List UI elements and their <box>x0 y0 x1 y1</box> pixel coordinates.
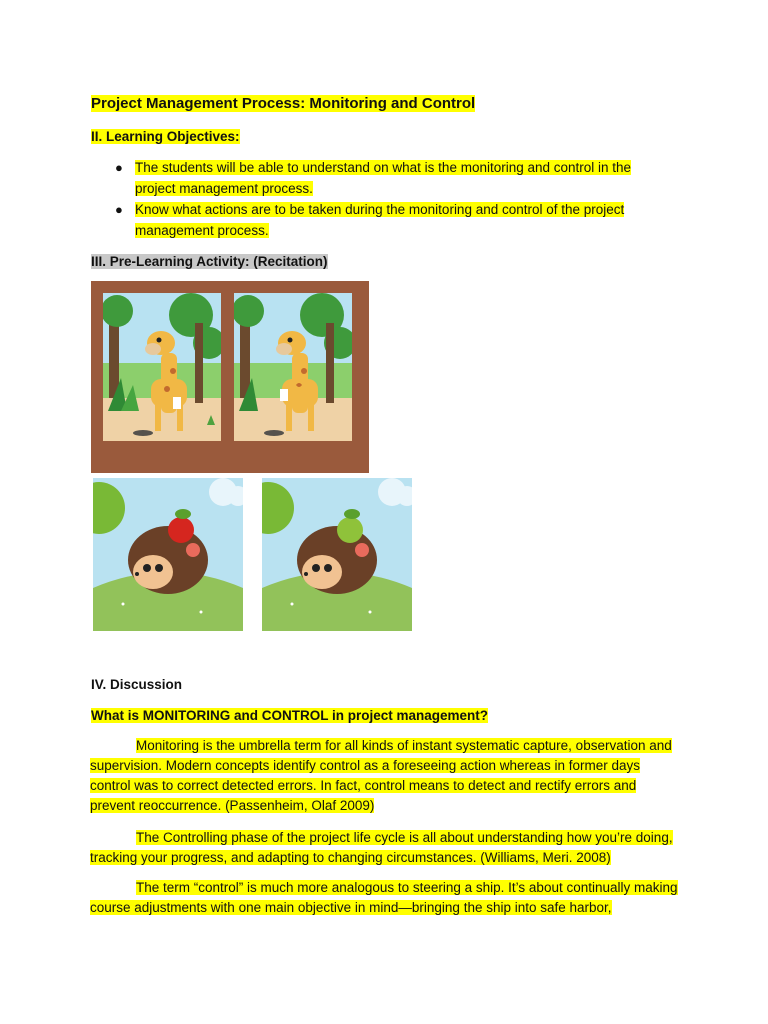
discussion-paragraph-3: The term “control” is much more analogous to steering a ship. It’s about continually making course adjustments with one main objective in mind—bringing the ship into safe harbor, <box>90 880 678 915</box>
discussion-paragraph-1: Monitoring is the umbrella term for all kinds of instant systematic capture, observation and supervision. Modern concepts identify control as a foreseeing action whereas in former days control was to correct detected errors. In fact, control means to detect and rectify errors and prevent reoccurrence. (Passenheim, Olaf 2009) <box>90 738 672 813</box>
discussion-paragraph-2: The Controlling phase of the project life cycle is all about understanding how you’re doing, tracking your progress, and adapting to changing circumstances. (Williams, Meri. 2008) <box>90 830 673 865</box>
list-item: ● The students will be able to understand on what is the monitoring and control in the project management process. <box>91 157 671 199</box>
list-item: ● Know what actions are to be taken during the monitoring and control of the project management process. <box>91 199 671 241</box>
giraffe-right-panel <box>234 293 352 441</box>
bullet-icon: ● <box>115 202 123 217</box>
pre-learning-heading: III. Pre-Learning Activity: (Recitation) <box>91 254 328 269</box>
hedgehog-red-apple-image <box>93 478 243 631</box>
discussion-question: What is MONITORING and CONTROL in project management? <box>91 708 489 723</box>
giraffe-puzzle-image <box>91 281 369 473</box>
discussion-heading: IV. Discussion <box>91 677 183 692</box>
learning-objectives-heading: II. Learning Objectives: <box>91 129 240 144</box>
giraffe-left-panel <box>103 293 221 441</box>
objectives-list <box>91 157 671 241</box>
page-title: Project Management Process: Monitoring and Control <box>91 95 476 112</box>
hedgehog-green-apple-image <box>262 478 412 631</box>
bullet-icon: ● <box>115 160 123 175</box>
